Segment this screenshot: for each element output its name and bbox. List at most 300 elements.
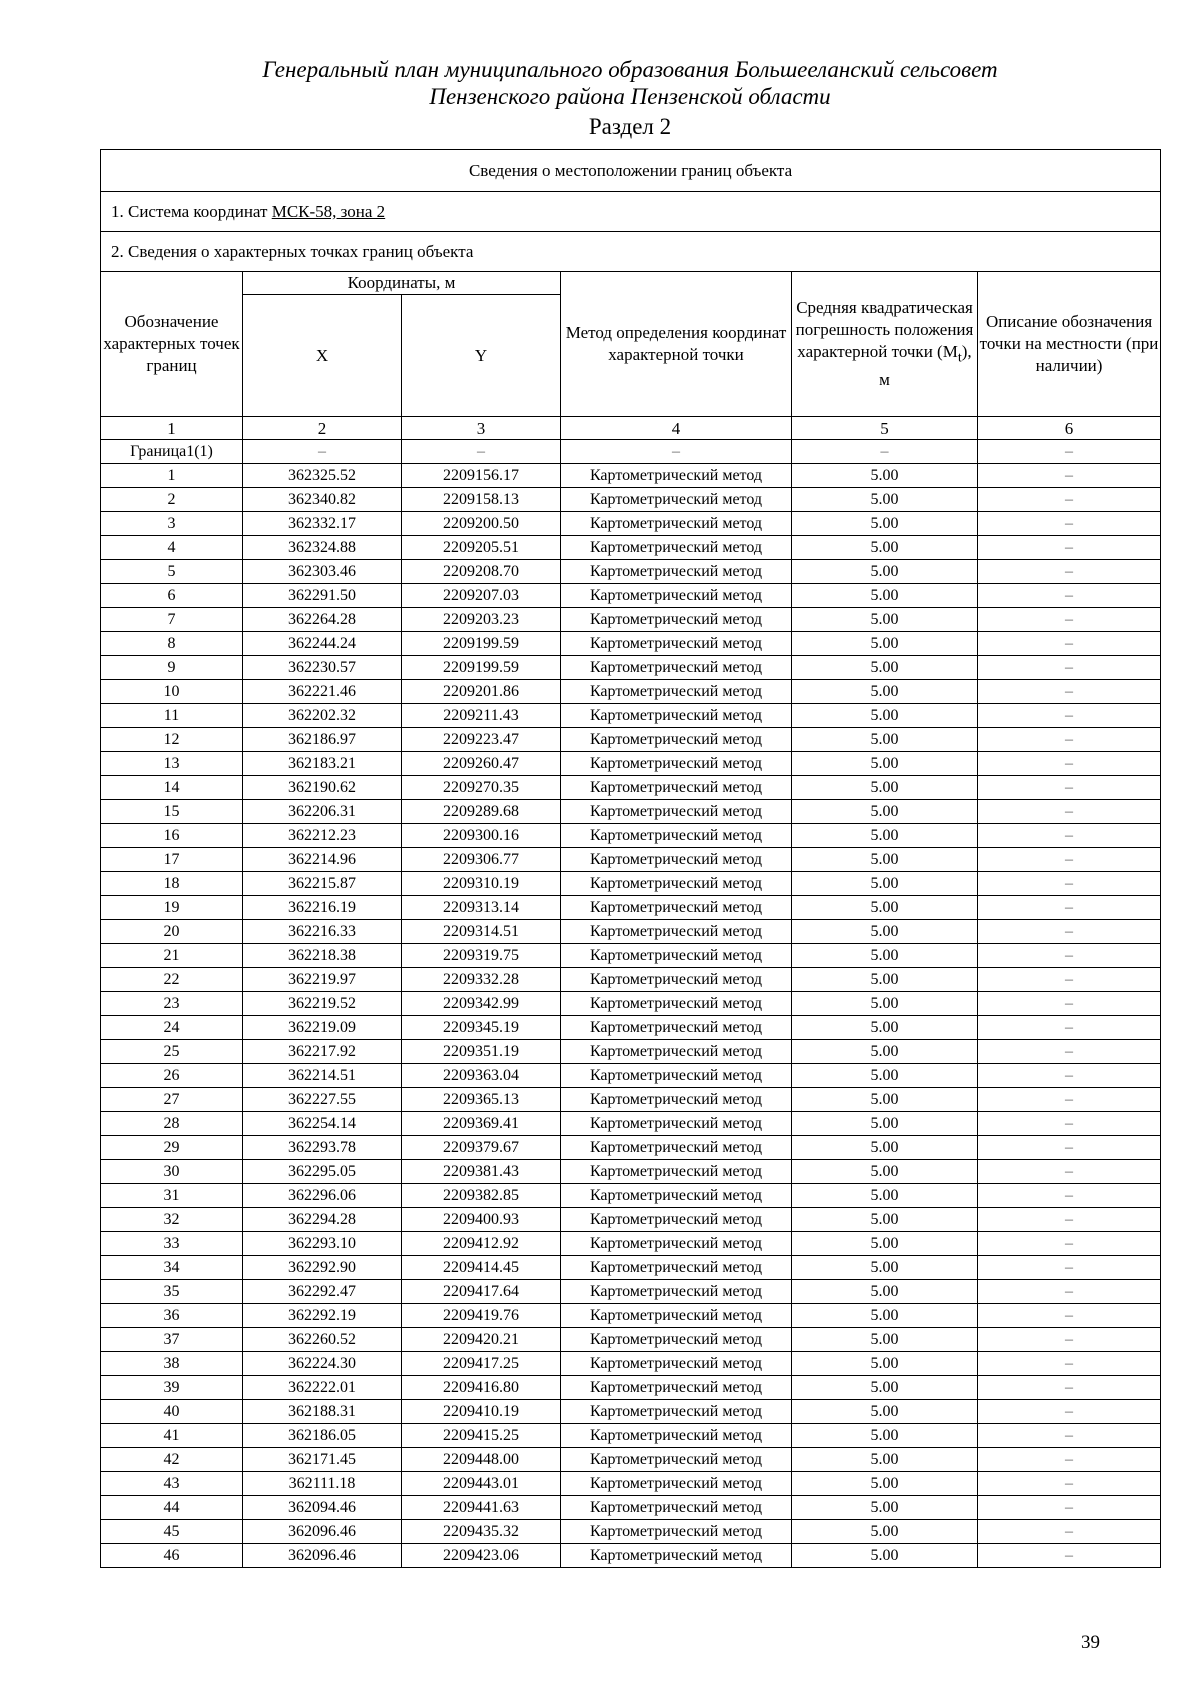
- description: –: [978, 1544, 1161, 1568]
- error: 5.00: [792, 1256, 978, 1280]
- coord-y: 2209420.21: [402, 1328, 561, 1352]
- coord-y: 2209207.03: [402, 584, 561, 608]
- document-header: [100, 56, 1160, 142]
- coord-x: 362219.09: [243, 1016, 402, 1040]
- table-row: [101, 1256, 1161, 1280]
- table-row: [101, 464, 1161, 488]
- method: Картометрический метод: [561, 872, 792, 896]
- description: –: [978, 1208, 1161, 1232]
- boundary-points-table: [100, 149, 1161, 1568]
- col-number: 3: [402, 417, 561, 440]
- col-header-description: Описание обозначения точки на местности (при наличии): [978, 272, 1161, 417]
- error: 5.00: [792, 1304, 978, 1328]
- error: 5.00: [792, 1160, 978, 1184]
- table-row: [101, 776, 1161, 800]
- description: –: [978, 824, 1161, 848]
- error: 5.00: [792, 992, 978, 1016]
- coord-x: 362325.52: [243, 464, 402, 488]
- col-header-x: X: [243, 295, 402, 417]
- coord-y: 2209319.75: [402, 944, 561, 968]
- description: –: [978, 1184, 1161, 1208]
- coord-y: 2209342.99: [402, 992, 561, 1016]
- coord-x: 362219.97: [243, 968, 402, 992]
- description: –: [978, 1400, 1161, 1424]
- coord-x: 362227.55: [243, 1088, 402, 1112]
- table-row: [101, 1544, 1161, 1568]
- coord-x: 362221.46: [243, 680, 402, 704]
- point-number: 24: [101, 1016, 243, 1040]
- coord-x: 362292.47: [243, 1280, 402, 1304]
- coord-x: 362190.62: [243, 776, 402, 800]
- point-number: 1: [101, 464, 243, 488]
- coord-x: 362111.18: [243, 1472, 402, 1496]
- table-row: [101, 944, 1161, 968]
- table-row: [101, 1376, 1161, 1400]
- description: –: [978, 896, 1161, 920]
- coord-x: 362303.46: [243, 560, 402, 584]
- coord-y: 2209435.32: [402, 1520, 561, 1544]
- table-row: [101, 1304, 1161, 1328]
- error: 5.00: [792, 1016, 978, 1040]
- coord-y: 2209415.25: [402, 1424, 561, 1448]
- description: –: [978, 512, 1161, 536]
- description: –: [978, 1136, 1161, 1160]
- coord-x: 362094.46: [243, 1496, 402, 1520]
- point-number: 38: [101, 1352, 243, 1376]
- point-number: 28: [101, 1112, 243, 1136]
- description: –: [978, 944, 1161, 968]
- method: Картометрический метод: [561, 800, 792, 824]
- coord-y: 2209417.25: [402, 1352, 561, 1376]
- coord-x: 362214.96: [243, 848, 402, 872]
- description: –: [978, 1376, 1161, 1400]
- description: –: [978, 800, 1161, 824]
- coord-x: 362171.45: [243, 1448, 402, 1472]
- coord-y: 2209306.77: [402, 848, 561, 872]
- coord-y: 2209416.80: [402, 1376, 561, 1400]
- point-number: 14: [101, 776, 243, 800]
- error: 5.00: [792, 1064, 978, 1088]
- coord-y: 2209211.43: [402, 704, 561, 728]
- coord-x: 362293.10: [243, 1232, 402, 1256]
- coord-y: 2209381.43: [402, 1160, 561, 1184]
- error: 5.00: [792, 776, 978, 800]
- coord-y: 2209345.19: [402, 1016, 561, 1040]
- coord-x: 362216.19: [243, 896, 402, 920]
- coord-y: 2209158.13: [402, 488, 561, 512]
- table-row: [101, 1448, 1161, 1472]
- header-title-line2: Пензенского района Пензенской области: [429, 84, 831, 109]
- method: Картометрический метод: [561, 752, 792, 776]
- col-header-designation: Обозначение характерных точек границ: [101, 272, 243, 417]
- coord-y: 2209363.04: [402, 1064, 561, 1088]
- method: Картометрический метод: [561, 680, 792, 704]
- description: –: [978, 1040, 1161, 1064]
- coord-x: 362244.24: [243, 632, 402, 656]
- method: Картометрический метод: [561, 776, 792, 800]
- error: 5.00: [792, 1496, 978, 1520]
- col-header-coordinates: Координаты, м: [243, 272, 561, 295]
- method: Картометрический метод: [561, 608, 792, 632]
- coord-x: 362202.32: [243, 704, 402, 728]
- method: Картометрический метод: [561, 1016, 792, 1040]
- description: –: [978, 1472, 1161, 1496]
- method: Картометрический метод: [561, 824, 792, 848]
- description: –: [978, 488, 1161, 512]
- description: –: [978, 1016, 1161, 1040]
- coord-y: 2209289.68: [402, 800, 561, 824]
- coord-y: 2209199.59: [402, 632, 561, 656]
- col-number: 4: [561, 417, 792, 440]
- description: –: [978, 704, 1161, 728]
- table-row: [101, 512, 1161, 536]
- points-caption: 2. Сведения о характерных точках границ объекта: [101, 232, 1161, 272]
- boundary-label-row: [101, 440, 1161, 464]
- method: Картометрический метод: [561, 536, 792, 560]
- error: 5.00: [792, 464, 978, 488]
- point-number: 7: [101, 608, 243, 632]
- coord-x: 362183.21: [243, 752, 402, 776]
- method: Картометрический метод: [561, 1184, 792, 1208]
- description: –: [978, 992, 1161, 1016]
- point-number: 2: [101, 488, 243, 512]
- coord-x: 362224.30: [243, 1352, 402, 1376]
- table-row: [101, 728, 1161, 752]
- error: 5.00: [792, 1376, 978, 1400]
- table-row: [101, 920, 1161, 944]
- description: –: [978, 1160, 1161, 1184]
- method: Картометрический метод: [561, 1496, 792, 1520]
- description: –: [978, 1064, 1161, 1088]
- method: Картометрический метод: [561, 1232, 792, 1256]
- point-number: 13: [101, 752, 243, 776]
- description: –: [978, 920, 1161, 944]
- coord-x: 362254.14: [243, 1112, 402, 1136]
- description: –: [978, 584, 1161, 608]
- coord-x: 362230.57: [243, 656, 402, 680]
- description: –: [978, 1496, 1161, 1520]
- point-number: 32: [101, 1208, 243, 1232]
- method: Картометрический метод: [561, 1112, 792, 1136]
- description: –: [978, 680, 1161, 704]
- point-number: 10: [101, 680, 243, 704]
- table-row: [101, 680, 1161, 704]
- description: –: [978, 1328, 1161, 1352]
- error: 5.00: [792, 1448, 978, 1472]
- error: 5.00: [792, 680, 978, 704]
- coord-x: 362206.31: [243, 800, 402, 824]
- point-number: 34: [101, 1256, 243, 1280]
- empty-dash: –: [792, 440, 978, 464]
- method: Картометрический метод: [561, 560, 792, 584]
- col-header-error-unit: ), м: [879, 342, 972, 389]
- coord-x: 362260.52: [243, 1328, 402, 1352]
- description: –: [978, 1088, 1161, 1112]
- description: –: [978, 776, 1161, 800]
- error: 5.00: [792, 1040, 978, 1064]
- method: Картометрический метод: [561, 488, 792, 512]
- error: 5.00: [792, 1472, 978, 1496]
- table-row: [101, 1472, 1161, 1496]
- point-number: 15: [101, 800, 243, 824]
- description: –: [978, 464, 1161, 488]
- table-row: [101, 800, 1161, 824]
- coord-x: 362264.28: [243, 608, 402, 632]
- coord-x: 362324.88: [243, 536, 402, 560]
- method: Картометрический метод: [561, 704, 792, 728]
- coord-y: 2209203.23: [402, 608, 561, 632]
- description: –: [978, 1304, 1161, 1328]
- method: Картометрический метод: [561, 464, 792, 488]
- description: –: [978, 656, 1161, 680]
- boundary-label: Граница1(1): [101, 440, 243, 464]
- point-number: 18: [101, 872, 243, 896]
- empty-dash: –: [243, 440, 402, 464]
- error: 5.00: [792, 1544, 978, 1568]
- method: Картометрический метод: [561, 1448, 792, 1472]
- table-row: [101, 632, 1161, 656]
- coord-x: 362214.51: [243, 1064, 402, 1088]
- table-row: [101, 848, 1161, 872]
- coord-y: 2209423.06: [402, 1544, 561, 1568]
- table-row: [101, 1040, 1161, 1064]
- point-number: 12: [101, 728, 243, 752]
- empty-dash: –: [978, 440, 1161, 464]
- col-header-error: [792, 272, 978, 417]
- method: Картометрический метод: [561, 1256, 792, 1280]
- method: Картометрический метод: [561, 1544, 792, 1568]
- coord-y: 2209156.17: [402, 464, 561, 488]
- coord-x: 362096.46: [243, 1520, 402, 1544]
- error: 5.00: [792, 1328, 978, 1352]
- table-row: [101, 1208, 1161, 1232]
- table-row: [101, 992, 1161, 1016]
- point-number: 26: [101, 1064, 243, 1088]
- table-row: [101, 1136, 1161, 1160]
- point-number: 37: [101, 1328, 243, 1352]
- error: 5.00: [792, 1352, 978, 1376]
- point-number: 25: [101, 1040, 243, 1064]
- table-row: [101, 1424, 1161, 1448]
- point-number: 20: [101, 920, 243, 944]
- table-row: [101, 1064, 1161, 1088]
- point-number: 19: [101, 896, 243, 920]
- error: 5.00: [792, 1208, 978, 1232]
- coord-y: 2209205.51: [402, 536, 561, 560]
- table-row: [101, 1280, 1161, 1304]
- method: Картометрический метод: [561, 968, 792, 992]
- coord-x: 362212.23: [243, 824, 402, 848]
- coord-x: 362295.05: [243, 1160, 402, 1184]
- table-row: [101, 1328, 1161, 1352]
- point-number: 23: [101, 992, 243, 1016]
- point-number: 9: [101, 656, 243, 680]
- description: –: [978, 848, 1161, 872]
- table-row: [101, 1112, 1161, 1136]
- error: 5.00: [792, 920, 978, 944]
- coord-x: 362188.31: [243, 1400, 402, 1424]
- point-number: 35: [101, 1280, 243, 1304]
- error: 5.00: [792, 1280, 978, 1304]
- method: Картометрический метод: [561, 1160, 792, 1184]
- error: 5.00: [792, 848, 978, 872]
- method: Картометрический метод: [561, 1520, 792, 1544]
- error: 5.00: [792, 824, 978, 848]
- coord-y: 2209270.35: [402, 776, 561, 800]
- method: Картометрический метод: [561, 1088, 792, 1112]
- method: Картометрический метод: [561, 584, 792, 608]
- method: Картометрический метод: [561, 848, 792, 872]
- coord-y: 2209201.86: [402, 680, 561, 704]
- error: 5.00: [792, 1424, 978, 1448]
- coord-x: 362216.33: [243, 920, 402, 944]
- coord-x: 362218.38: [243, 944, 402, 968]
- coord-y: 2209441.63: [402, 1496, 561, 1520]
- coord-x: 362292.19: [243, 1304, 402, 1328]
- table-row: [101, 752, 1161, 776]
- coord-x: 362186.97: [243, 728, 402, 752]
- description: –: [978, 1520, 1161, 1544]
- table-row: [101, 1400, 1161, 1424]
- description: –: [978, 1112, 1161, 1136]
- method: Картометрический метод: [561, 1280, 792, 1304]
- description: –: [978, 1232, 1161, 1256]
- point-number: 6: [101, 584, 243, 608]
- error: 5.00: [792, 1520, 978, 1544]
- point-number: 42: [101, 1448, 243, 1472]
- table-row: [101, 1520, 1161, 1544]
- description: –: [978, 872, 1161, 896]
- method: Картометрический метод: [561, 1376, 792, 1400]
- description: –: [978, 560, 1161, 584]
- method: Картометрический метод: [561, 1328, 792, 1352]
- coord-y: 2209223.47: [402, 728, 561, 752]
- error: 5.00: [792, 560, 978, 584]
- coord-x: 362215.87: [243, 872, 402, 896]
- error: 5.00: [792, 656, 978, 680]
- point-number: 3: [101, 512, 243, 536]
- table-row: [101, 1016, 1161, 1040]
- point-number: 31: [101, 1184, 243, 1208]
- point-number: 4: [101, 536, 243, 560]
- col-number: 6: [978, 417, 1161, 440]
- table-row: [101, 1352, 1161, 1376]
- table-row: [101, 1184, 1161, 1208]
- col-header-method: Метод определения координат характерной точки: [561, 272, 792, 417]
- table-row: [101, 1088, 1161, 1112]
- coord-x: 362292.90: [243, 1256, 402, 1280]
- coord-x: 362294.28: [243, 1208, 402, 1232]
- method: Картометрический метод: [561, 1424, 792, 1448]
- error: 5.00: [792, 584, 978, 608]
- coord-y: 2209300.16: [402, 824, 561, 848]
- error: 5.00: [792, 800, 978, 824]
- method: Картометрический метод: [561, 1040, 792, 1064]
- error: 5.00: [792, 704, 978, 728]
- coord-y: 2209314.51: [402, 920, 561, 944]
- point-number: 5: [101, 560, 243, 584]
- error: 5.00: [792, 1400, 978, 1424]
- coord-y: 2209400.93: [402, 1208, 561, 1232]
- table-row: [101, 536, 1161, 560]
- table-row: [101, 1232, 1161, 1256]
- point-number: 11: [101, 704, 243, 728]
- coord-x: 362291.50: [243, 584, 402, 608]
- point-number: 39: [101, 1376, 243, 1400]
- method: Картометрический метод: [561, 1472, 792, 1496]
- coordinate-system-label: 1. Система координат: [111, 202, 272, 221]
- description: –: [978, 1424, 1161, 1448]
- coord-x: 362222.01: [243, 1376, 402, 1400]
- point-number: 22: [101, 968, 243, 992]
- error: 5.00: [792, 872, 978, 896]
- point-number: 36: [101, 1304, 243, 1328]
- coord-y: 2209448.00: [402, 1448, 561, 1472]
- point-number: 30: [101, 1160, 243, 1184]
- table-row: [101, 560, 1161, 584]
- error: 5.00: [792, 1184, 978, 1208]
- coord-y: 2209379.67: [402, 1136, 561, 1160]
- error: 5.00: [792, 728, 978, 752]
- coord-x: 362096.46: [243, 1544, 402, 1568]
- table-row: [101, 584, 1161, 608]
- method: Картометрический метод: [561, 1400, 792, 1424]
- coord-y: 2209200.50: [402, 512, 561, 536]
- description: –: [978, 752, 1161, 776]
- page-number: 39: [1081, 1632, 1100, 1653]
- col-header-error-subscript: t: [957, 349, 962, 366]
- error: 5.00: [792, 968, 978, 992]
- method: Картометрический метод: [561, 728, 792, 752]
- method: Картометрический метод: [561, 1352, 792, 1376]
- error: 5.00: [792, 944, 978, 968]
- point-number: 17: [101, 848, 243, 872]
- description: –: [978, 1352, 1161, 1376]
- table-row: [101, 488, 1161, 512]
- table-row: [101, 704, 1161, 728]
- method: Картометрический метод: [561, 656, 792, 680]
- description: –: [978, 536, 1161, 560]
- point-number: 8: [101, 632, 243, 656]
- method: Картометрический метод: [561, 632, 792, 656]
- error: 5.00: [792, 608, 978, 632]
- point-number: 33: [101, 1232, 243, 1256]
- method: Картометрический метод: [561, 1304, 792, 1328]
- coord-y: 2209443.01: [402, 1472, 561, 1496]
- coord-y: 2209414.45: [402, 1256, 561, 1280]
- error: 5.00: [792, 536, 978, 560]
- coord-x: 362186.05: [243, 1424, 402, 1448]
- section-label: Раздел 2: [588, 114, 672, 139]
- coord-y: 2209382.85: [402, 1184, 561, 1208]
- description: –: [978, 632, 1161, 656]
- col-header-error-text: Средняя квадратическая погрешность положения характерной точки (M: [795, 298, 974, 362]
- col-header-y: Y: [402, 295, 561, 417]
- empty-dash: –: [402, 440, 561, 464]
- point-number: 44: [101, 1496, 243, 1520]
- coord-x: 362296.06: [243, 1184, 402, 1208]
- description: –: [978, 1448, 1161, 1472]
- error: 5.00: [792, 1136, 978, 1160]
- error: 5.00: [792, 488, 978, 512]
- error: 5.00: [792, 512, 978, 536]
- description: –: [978, 968, 1161, 992]
- point-number: 41: [101, 1424, 243, 1448]
- col-number: 2: [243, 417, 402, 440]
- table-row: [101, 824, 1161, 848]
- method: Картометрический метод: [561, 512, 792, 536]
- error: 5.00: [792, 1232, 978, 1256]
